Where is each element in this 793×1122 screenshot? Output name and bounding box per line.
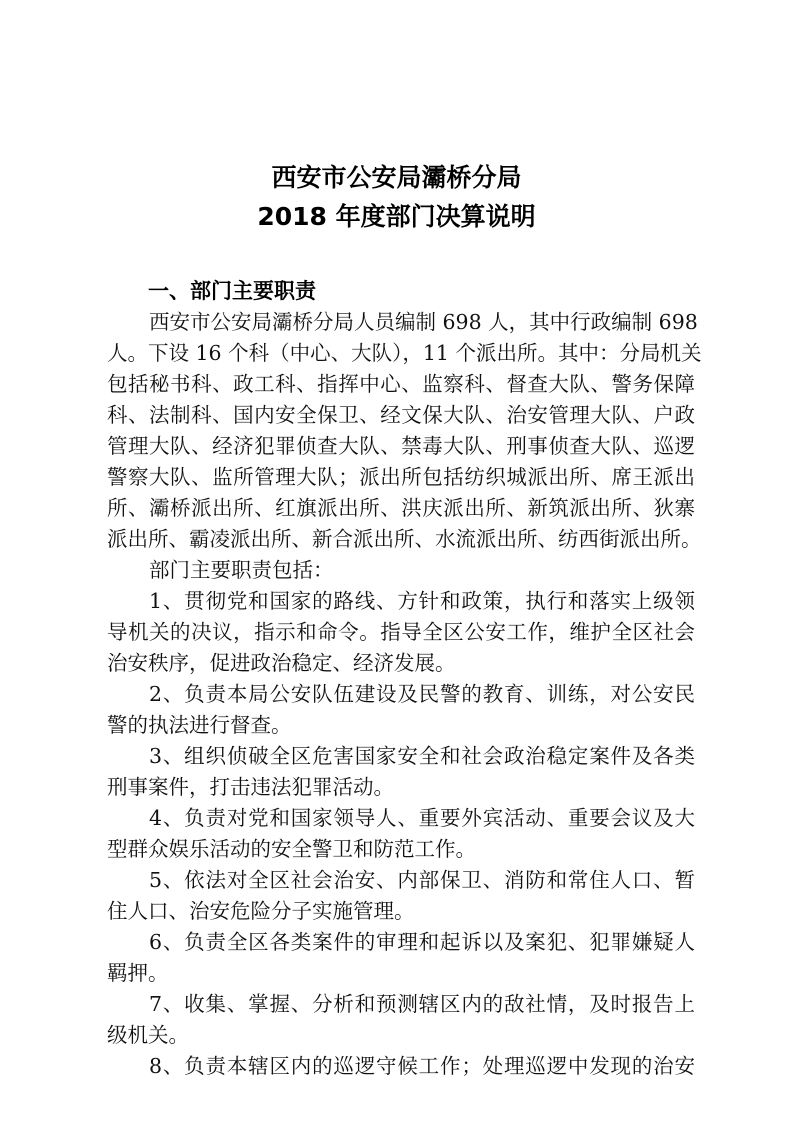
body-text-line: 所、灞桥派出所、红旗派出所、洪庆派出所、新筑派出所、狄寨 (107, 496, 695, 520)
body-text-line: 6、负责全区各类案件的审理和起诉以及案犯、犯罪嫌疑人 (149, 930, 695, 954)
section-heading: 一、部门主要职责 (148, 279, 316, 303)
document-body (107, 307, 702, 1082)
body-text-line: 8、负责本辖区内的巡逻守候工作；处理巡逻中发现的治安 (149, 1054, 695, 1078)
body-text-line: 管理大队、经济犯罪侦查大队、禁毒大队、刑事侦查大队、巡逻 (107, 434, 695, 458)
body-text-line: 西安市公安局灞桥分局人员编制 698 人，其中行政编制 698 (149, 310, 698, 334)
body-text-line: 5、依法对全区社会治安、内部保卫、消防和常住人口、暂 (149, 868, 695, 892)
body-text-line: 刑事案件，打击违法犯罪活动。 (107, 775, 394, 799)
document-title-line1: 西安市公安局灞桥分局 (271, 163, 522, 192)
body-text-line: 4、负责对党和国家领导人、重要外宾活动、重要会议及大 (149, 806, 695, 830)
body-text-line: 7、收集、掌握、分析和预测辖区内的敌社情，及时报告上 (149, 992, 695, 1016)
body-text-line: 羁押。 (107, 961, 169, 985)
body-text-line: 警的执法进行督查。 (107, 713, 292, 737)
body-text-line: 治安秩序，促进政治稳定、经济发展。 (107, 651, 456, 675)
body-text-line: 型群众娱乐活动的安全警卫和防范工作。 (107, 837, 476, 861)
body-text-line: 级机关。 (107, 1023, 189, 1047)
body-text-line: 3、组织侦破全区危害国家安全和社会政治稳定案件及各类 (149, 744, 695, 768)
body-text-line: 人。下设 16 个科（中心、大队），11 个派出所。其中：分局机关 (107, 341, 702, 365)
body-text-line: 1、贯彻党和国家的路线、方针和政策，执行和落实上级领 (149, 589, 695, 613)
body-text-line: 包括秘书科、政工科、指挥中心、监察科、督查大队、警务保障 (107, 372, 695, 396)
body-text-line: 派出所、霸凌派出所、新合派出所、水流派出所、纺西街派出所。 (107, 527, 702, 551)
body-text-line: 科、法制科、国内安全保卫、经文保大队、治安管理大队、户政 (107, 403, 695, 427)
body-text-line: 警察大队、监所管理大队；派出所包括纺织城派出所、席王派出 (107, 465, 695, 489)
body-text-line: 住人口、治安危险分子实施管理。 (107, 899, 415, 923)
body-text-line: 导机关的决议，指示和命令。指导全区公安工作，维护全区社会 (107, 620, 695, 644)
body-text-line: 部门主要职责包括： (149, 558, 334, 582)
body-text-line: 2、负责本局公安队伍建设及民警的教育、训练，对公安民 (149, 682, 695, 706)
document-title-line2: 2018 年度部门决算说明 (257, 202, 536, 231)
